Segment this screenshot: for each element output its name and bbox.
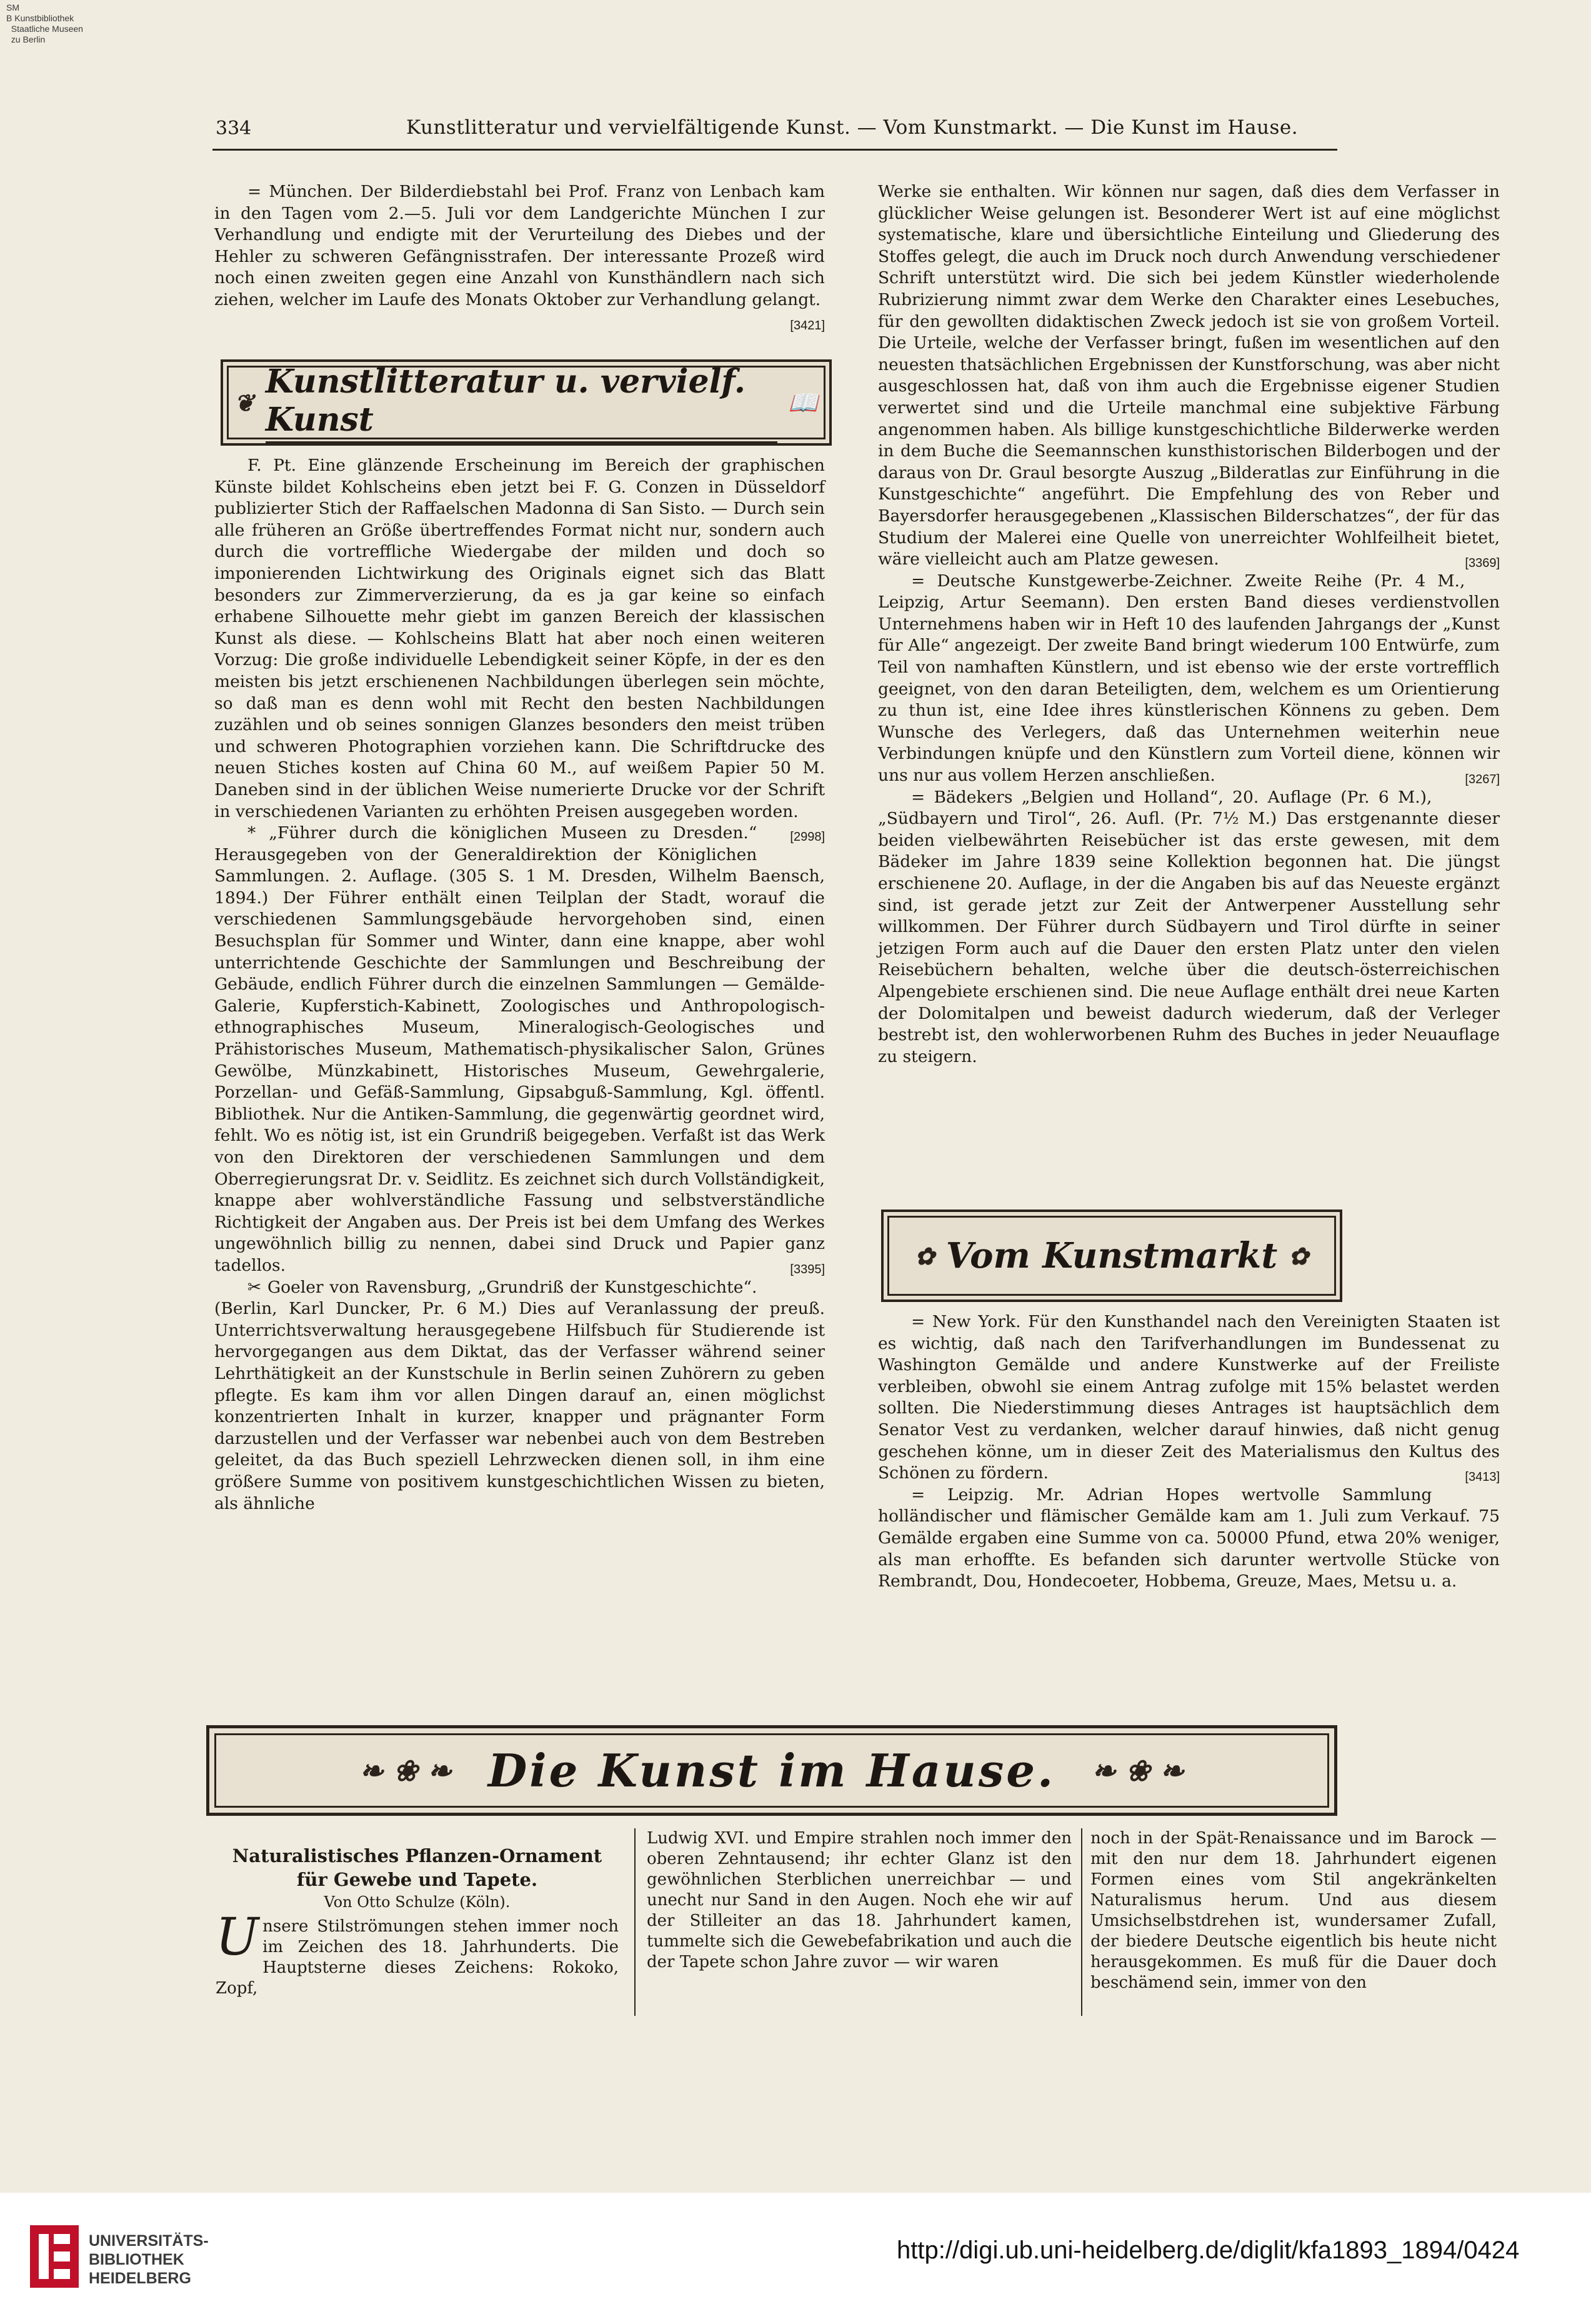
banner-kunstmarkt bbox=[881, 1210, 1342, 1302]
ref-code: [2998] bbox=[790, 830, 825, 844]
paragraph-baedeker: = Bädekers „Belgien und Holland“, 20. Auflage (Pr. 6 M.), „Südbayern und Tirol“, 26. Aufl. (Pr. 7½ M.) Das erstgenannte dieser beiden vielbewährten Reisebücher ist das erste gewesen, mit dem Bädeker im Jahre 1839 seine Kollektion begonnen hat. Die jüngst erschienene 20. Auflage, in der die Angaben bis auf das Neueste ergänzt sind, ist gerade jetzt zur Zeit der Antwerpener Ausstellung sehr willkommen. Der Führer durch Südbayern und Tirol dürfte in seiner jetzigen Form auch auf die Dauer den ersten Platz unter den vielen Reisebüchern behalten, welche über die deutsch-österreichischen Alpengebiete erschienen sind. Die neue Auflage enthält drei neue Karten der Dolomitalpen und beweist dadurch wiederum, daß der Verleger bestrebt ist, den wohlerworbenen Ruhm des Buches in jeder Neuauflage zu steigern. bbox=[878, 787, 1500, 1066]
ornament-left-icon: ❦ bbox=[234, 388, 254, 417]
banner-kunstlitteratur bbox=[221, 359, 832, 446]
column-divider bbox=[634, 1828, 636, 2016]
article-title: Naturalistisches Pflanzen-Ornament für Gewebe und Tapete. bbox=[232, 1845, 602, 1890]
left-column-body bbox=[214, 455, 825, 1515]
column-divider bbox=[1081, 1828, 1082, 2016]
paragraph-kunstgewerbe: = Deutsche Kunstgewerbe-Zeichner. Zweite Reihe (Pr. 4 M., Leipzig, Artur Seemann). Den ersten Band dieses verdienstvollen Unternehmens haben wir in Heft 10 des laufenden Jahrgangs der „Kunst für Alle“ angezeigt. Der zweite Band bringt wiederum 100 Entwürfe, zum Teil von namhaften Künstlern, und ist ebenso wie der erste vortrefflich geeignet, von den daran Beteiligten, dem, welchem es um Orientierung zu thun ist, eine Idee ihres künstlerischen Könnens zu geben. Dem Wunsche des Verlegers, daß das Unternehmen weiterhin neue Verbindungen knüpfe und den Künstlern zum Vorteil diene, können wir uns nur aus vollem Herzen anschließen. [3267] bbox=[878, 571, 1500, 787]
ref-code: [3421] bbox=[790, 318, 825, 333]
paragraph-goeler: ✂ Goeler von Ravensburg, „Grundriß der Kunstgeschichte“. (Berlin, Karl Duncker, Pr. 6 M.) Dies auf Veranlassung der preuß. Unterrichtsverwaltung herausgegebene Hilfsbuch für Studierende ist hervorgegangen aus dem Diktat, das der Verfasser während seiner Lehrthätigkeit an der Kunstschule in Berlin seinen Zuhörern zu geben pflegte. Es kam ihm vor allen Dingen darauf an, einen möglichst konzentrierten Inhalt in kurzer, knapper und prägnanter Form darzustellen und der Verfasser war nebenbei auch von dem Bestreben geleitet, da das Buch speziell Lehrzwecken dienen soll, in ihm eine größere Summe von positivem kunstgeschichtlichen Wissen zu bieten, als ähnliche bbox=[214, 1277, 825, 1513]
paragraph-new-york: = New York. Für den Kunsthandel nach den Vereinigten Staaten ist es wichtig, daß nach den Tarifverhandlungen im Bundessenat zu Washington Gemälde und andere Kunstwerke auf der Freiliste verbleiben, obwohl sie einem Antrag zufolge mit 15% belastet werden sollten. Die Niederstimmung dieses Antrages ist hauptsächlich dem Senator Vest zu verdanken, welcher darauf hinwies, daß nicht genug geschehen könne, um in dieser Zeit des Materialismus den Kultus des Schönen zu fördern. [3413] bbox=[878, 1311, 1500, 1485]
right-column bbox=[878, 181, 1500, 1068]
banner-kunst-im-hause-text: Die Kunst im Hause. bbox=[487, 1744, 1056, 1797]
banner-kunstmarkt-text: Vom Kunstmarkt bbox=[945, 1235, 1278, 1276]
paragraph-leipzig: = Leipzig. Mr. Adrian Hopes wertvolle Sammlung holländischer und flämischer Gemälde kam am 1. Juli zum Verkauf. 75 Gemälde ergaben eine Summe von ca. 50000 Pfund, etwa 20% weniger, als man erhoffte. Es befanden sich darunter wertvolle Stücke von Rembrandt, Dou, Hondecoeter, Hobbema, Greuze, Maes, Metsu u. a. bbox=[878, 1485, 1500, 1591]
book-icon: 📖 bbox=[788, 388, 818, 416]
paragraph-kohlschein: F. Pt. Eine glänzende Erscheinung im Bereich der graphischen Künste bildet Kohlscheins eben jetzt bei F. G. Conzen in Düsseldorf publizierter Stich der Raffaelschen Madonna di San Sisto. — Durch sein alle früheren an Größe übertreffendes Format nicht nur, sondern auch durch die vortreffliche Wiedergabe der milden und doch so imponierenden Lichtwirkung des Originals eignet sich das Blatt besonders zur Zimmerverzierung, da es ja gar keine so einfach erhabene Silhouette mehr giebt im ganzen Bereich der klassischen Kunst als diese. — Kohlscheins Blatt hat aber noch einen weiteren Vorzug: Die große individuelle Lebendigkeit seiner Köpfe, in der es den meisten bis jetzt erschienenen Nachbildungen überlegen sein möchte, so daß man es denn wohl mit Recht den besten Nachbildungen zuzählen und ob seines sonnigen Glanzes besonders den meist trüben und schweren Photographien vorziehen kann. Die Schriftdrucke des neuen Stiches kosten auf China 60 M., auf weißem Papier 50 M. Daneben sind in der üblichen Weise numerierte Drucke vor der Schrift in verschiedenen Varianten zu erhöhten Preisen ausgegeben worden. [2998] bbox=[214, 455, 825, 823]
bottom-col-2: Ludwig XVI. und Empire strahlen noch immer den oberen Zehntausend; ihr echter Glanz ist den gewöhnlichen Sterblichen unerreichbar — und unecht nur Sand in den Augen. Noch ehe wir auf der Stilleiter an das 18. Jahrhundert kamen, tummelte sich die Gewebefabrikation und auch die der Tapete schon Jahre zuvor — wir waren bbox=[647, 1829, 1072, 1971]
header-rule bbox=[212, 149, 1337, 151]
banner-kunst-im-hause bbox=[206, 1725, 1337, 1816]
article-intro: Unsere Stilströmungen stehen immer noch im Zeichen des 18. Jahrhunderts. Die Hauptsterne dieses Zeichens: Rokoko, Zopf, bbox=[216, 1908, 619, 1998]
paragraph-muenchen: = München. Der Bilderdiebstahl bei Prof. Franz von Lenbach kam in den Tagen vom 2.—5. Juli vor dem Landgerichte München I zur Verhandlung und endigte mit der Verurteilung des Diebes und der Hehler zu schweren Gefängnisstrafen. Der interessante Prozeß wird noch einen zweiten gegen eine Anzahl von Kunsthändlern nach sich ziehen, welcher im Laufe des Monats Oktober zur Verhandlung gelangt. [3421] bbox=[214, 181, 825, 311]
library-stamp: SM B Kunstbibliothek Staatliche Museen zu Berlin bbox=[6, 3, 83, 44]
vine-left-icon: ❧ ❀ ❧ bbox=[359, 1753, 452, 1788]
bottom-col-1 bbox=[216, 1844, 619, 1999]
byline: Von Otto Schulze (Köln). bbox=[324, 1893, 511, 1911]
left-column bbox=[214, 181, 825, 336]
flower-left-icon: ✿ bbox=[914, 1241, 935, 1270]
ref-code: [3369] bbox=[1465, 556, 1500, 571]
vine-right-icon: ❧ ❀ ❧ bbox=[1092, 1753, 1184, 1788]
ref-code: [3413] bbox=[1465, 1470, 1500, 1485]
flower-right-icon: ✿ bbox=[1289, 1241, 1309, 1270]
banner-kunstlitteratur-text: Kunstlitteratur u. vervielf. Kunst bbox=[266, 363, 777, 443]
paragraph-fuehrer-dresden: * „Führer durch die königlichen Museen zu Dresden.“ Herausgegeben von der Generaldirektion der Königlichen Sammlungen. 2. Auflage. (305 S. 1 M. Dresden, Wilhelm Baensch, 1894.) Der Führer enthält einen Teilplan der Stadt, worauf die verschiedenen Sammlungsgebäude hervorgehoben sind, einen Besuchsplan für Sommer und Winter, dann eine knappe, aber wohl unterrichtende Geschichte der Sammlungen und Beschreibung der Gebäude, endlich Führer durch die einzelnen Sammlungen — Gemälde-Galerie, Kupferstich-Kabinett, Zoologisches und Anthropologisch-ethnographisches Museum, Mineralogisch-Geologisches und Prähistorisches Museum, Mathematisch-physikalischer Salon, Grünes Gewölbe, Münzkabinett, Historisches Museum, Gewehrgalerie, Porzellan- und Gefäß-Sammlung, Gipsabguß-Sammlung, Kgl. öffentl. Bibliothek. Nur die Antiken-Sammlung, die gegenwärtig geordnet wird, fehlt. Wo es nötig ist, ist ein Grundriß beigegeben. Verfaßt ist das Werk von den Direktoren der verschiedenen Sammlungen und dem Oberregierungsrat Dr. v. Seidlitz. Es zeichnet sich durch Vollständigkeit, knappe aber wohlverständliche Fassung und selbstverständliche Richtigkeit der Angaben aus. Der Preis ist bei dem Umfang des Werkes ungewöhnlich billig zu nennen, dabei sind Druck und Papier ganz tadellos. [3395] bbox=[214, 823, 825, 1276]
source-url-link[interactable]: http://digi.ub.uni-heidelberg.de/diglit/kfa1893_1894/0424 bbox=[897, 2236, 1520, 2264]
university-logo-text: UNIVERSITÄTS- BIBLIOTHEK HEIDELBERG bbox=[89, 2232, 209, 2287]
running-header: Kunstlitteratur und vervielfältigende Kunst. — Vom Kunstmarkt. — Die Kunst im Hause. bbox=[406, 116, 1299, 139]
right-column-body bbox=[878, 1311, 1500, 1593]
paragraph-goeler-cont: Werke sie enthalten. Wir können nur sagen, daß dies dem Verfasser in glücklicher Weise gelungen ist. Besonderer Wert ist auf eine möglichst systematische, klare und übersichtliche Einteilung und Gliederung des Stoffes gelegt, die auch im Druck noch durch Anwendung verschiedener Schrift unterstützt wird. Die sich bei jedem Künstler wiederholende Rubrizierung nimmt zwar dem Werke den Charakter eines Lesebuches, für den gewollten didaktischen Zweck jedoch ist sie von großem Vorteil. Die Urteile, welche der Verfasser bringt, fußen im wesentlichen auf den neuesten thatsächlichen Ergebnissen der Kunstforschung, was aber nicht ausgeschlossen hat, daß von ihm auch die Ergebnisse eigener Studien verwertet sind und die Urteile manchmal eine subjektive Färbung angenommen haben. Als billige kunstgeschichtliche Bilderwerke werden in dem Buche die Seemannschen kunsthistorischen Bilderbogen und der daraus von Dr. Graul besorgte Auszug „Bilderatlas zur Einführung in die Kunstgeschichte“ angeführt. Die Empfehlung des von Reber und Bayersdorfer herausgegebenen „Klassischen Bilderschatzes“, der für das Studium der Malerei eine Quelle von unerreichter Wohlfeilheit bietet, wäre vielleicht auch am Platze gewesen. [3369] bbox=[878, 181, 1500, 571]
bottom-col-3: noch in der Spät-Renaissance und im Barock — mit den nur dem 18. Jahrhundert eigenen Formen eines vom Stil angekränkelten Naturalismus herum. Und aus diesem Umsichselbstdrehen ist, wundersamer Zufall, der biedere Deutsche eigentlich bis heute nicht herausgekommen. Es muß für die Dauer doch beschämend sein, immer von den bbox=[1090, 1829, 1497, 1992]
ref-code: [3267] bbox=[1465, 773, 1500, 787]
university-logo-icon bbox=[30, 2225, 79, 2288]
page-number: 334 bbox=[216, 118, 252, 139]
drop-cap: U bbox=[216, 1908, 259, 1967]
ref-code: [3395] bbox=[790, 1262, 825, 1276]
